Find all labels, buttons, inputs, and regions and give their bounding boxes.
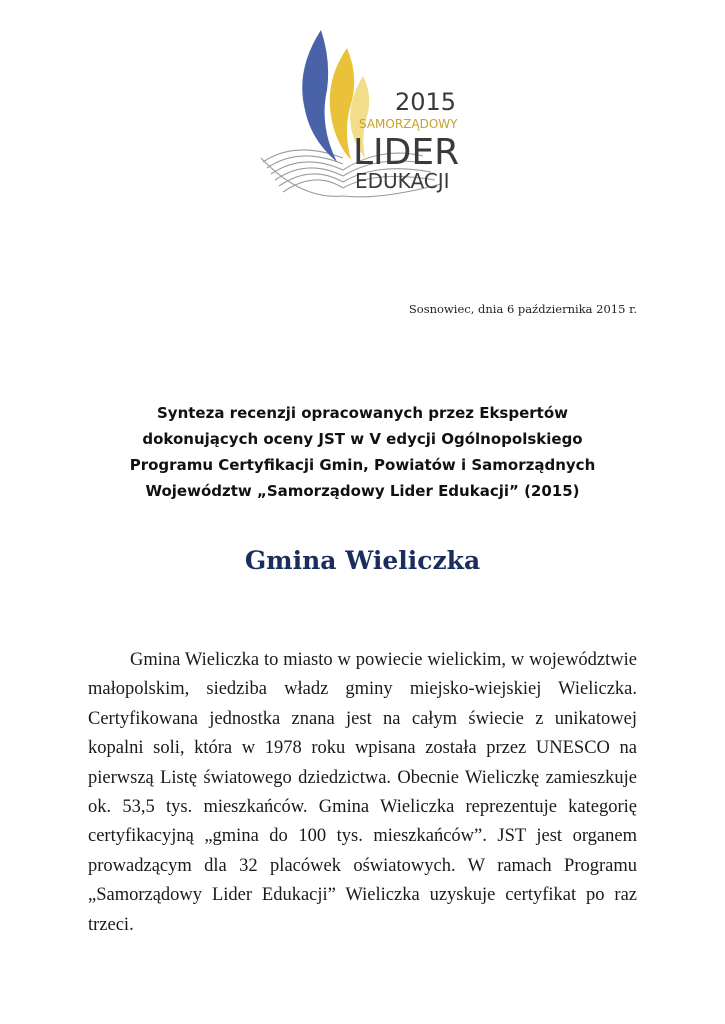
heading-line: Programu Certyfikacji Gmin, Powiatów i Samorządnych (129, 456, 596, 474)
paragraph-line: ok. 53,5 tys. mieszkańców. Gmina Wieliczka reprezentuje kategorię (88, 796, 637, 817)
paragraph-line: certyfikacyjną „gmina do 100 tys. mieszkańców”. JST jest organem (88, 826, 637, 847)
heading-line: Synteza recenzji opracowanych przez Ekspertów (157, 404, 568, 422)
logo-line-3: EDUKACJI (355, 169, 450, 193)
paragraph-line: kopalni soli, która w 1978 roku wpisana została przez UNESCO na (88, 738, 637, 759)
subject-title: Gmina Wieliczka (244, 546, 481, 575)
body-paragraph (88, 646, 637, 940)
heading-line: Województw „Samorządowy Lider Edukacji” (2015) (145, 482, 580, 500)
paragraph-line: prowadzącym dla 32 placówek oświatowych. W ramach Programu (88, 855, 637, 876)
paragraph-line: trzeci. (88, 914, 134, 935)
paragraph-line: małopolskim, siedziba władz gminy miejsko-wiejskiej Wieliczka. (88, 679, 637, 700)
paragraph-line: Gmina Wieliczka to miasto w powiecie wielickim, w województwie (130, 650, 637, 670)
program-logo (255, 30, 465, 220)
flame-book-logo-icon (255, 30, 465, 220)
document-date: Sosnowiec, dnia 6 października 2015 r. (408, 302, 637, 316)
heading-line: dokonujących oceny JST w V edycji Ogólnopolskiego (142, 430, 583, 448)
paragraph-line: pierwszą Listę światowego dziedzictwa. Obecnie Wieliczkę zamieszkuje (88, 767, 637, 788)
paragraph-line: Certyfikowana jednostka znana jest na całym świecie z unikatowej (88, 708, 637, 729)
gold-flame-icon (330, 48, 354, 160)
logo-year: 2015 (395, 88, 457, 116)
paragraph-line: „Samorządowy Lider Edukacji” Wieliczka uzyskuje certyfikat po raz (88, 885, 637, 906)
document-heading (88, 400, 637, 504)
logo-line-1: SAMORZĄDOWY (359, 117, 458, 131)
logo-line-2: LIDER (353, 132, 460, 173)
